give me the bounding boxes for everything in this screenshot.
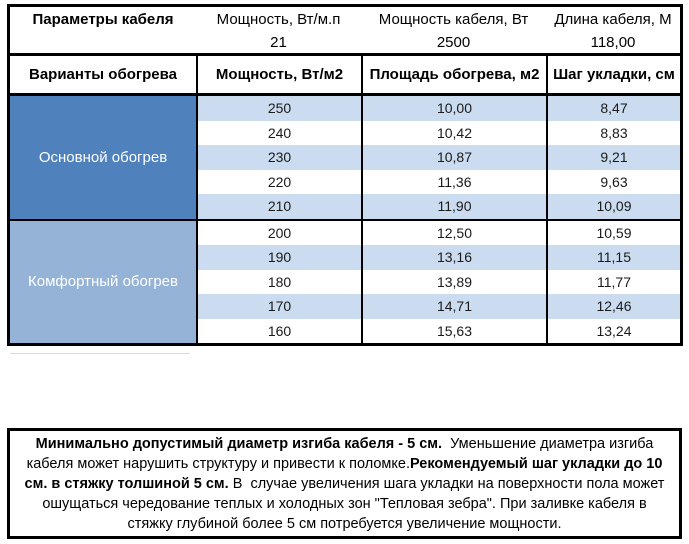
table-section — [10, 219, 680, 344]
value-cell: 11,90 — [361, 194, 546, 219]
section-label: Основной обогрев — [10, 96, 196, 219]
summary-label-cable-power: Мощность кабеля, Вт — [378, 11, 529, 28]
table-body — [10, 96, 680, 343]
value-cell: 10,42 — [361, 121, 546, 146]
summary-value-power-per-meter: 21 — [270, 34, 287, 51]
value-cell: 230 — [196, 145, 361, 170]
value-cell: 8,47 — [546, 96, 680, 121]
value-cell: 240 — [196, 121, 361, 146]
summary-label-power-per-meter: Мощность, Вт/м.п — [216, 11, 341, 28]
value-cell: 190 — [196, 245, 361, 270]
value-cell: 200 — [196, 221, 361, 246]
note-block — [7, 428, 682, 539]
cable-parameters-table — [7, 4, 683, 346]
note-segment: В случае увеличения шага укладки на поверхности пола может ошущаться чередование теплых и холодных зон "Тепловая зебра". При заливке кабеля в стяжку глубиной более 5 см потребуется увеличение мощности. — [42, 475, 669, 532]
value-cell: 170 — [196, 294, 361, 319]
value-cell: 14,71 — [361, 294, 546, 319]
cable-summary-block — [10, 7, 680, 56]
note-segment: Рекомендуемый шаг укладки до 10 см. в стяжку толшиной 5 см. — [24, 455, 667, 492]
value-cell: 13,16 — [361, 245, 546, 270]
table-section — [10, 96, 680, 219]
header-laying-step: Шаг укладки, см — [546, 56, 680, 93]
value-cell: 12,46 — [546, 294, 680, 319]
header-heating-variants: Варианты обогрева — [29, 66, 177, 83]
value-cell: 11,77 — [546, 270, 680, 295]
summary-value-cable-length: 118,00 — [590, 34, 636, 51]
summary-value-cable-power: 2500 — [436, 34, 471, 51]
summary-title: Параметры кабеля — [32, 11, 174, 28]
value-cell: 8,83 — [546, 121, 680, 146]
value-cell: 250 — [196, 96, 361, 121]
note-segment: Уменьшение диаметра изгиба кабеля может нарушить структуру и привести к поломке. — [26, 435, 658, 472]
value-cell: 11,15 — [546, 245, 680, 270]
value-cell: 160 — [196, 319, 361, 344]
section-label: Комфортный обогрев — [10, 221, 196, 344]
value-cell: 210 — [196, 194, 361, 219]
header-heating-area: Площадь обогрева, м2 — [361, 56, 546, 93]
value-cell: 12,50 — [361, 221, 546, 246]
value-cell: 180 — [196, 270, 361, 295]
value-cell: 9,63 — [546, 170, 680, 195]
gridline-artifact — [10, 353, 190, 354]
note-text — [20, 434, 669, 534]
table-header-row — [10, 56, 680, 96]
value-cell: 15,63 — [361, 319, 546, 344]
value-cell: 10,59 — [546, 221, 680, 246]
value-cell: 11,36 — [361, 170, 546, 195]
value-cell: 10,00 — [361, 96, 546, 121]
value-cell: 9,21 — [546, 145, 680, 170]
value-cell: 13,24 — [546, 319, 680, 344]
header-power: Мощность, Вт/м2 — [196, 56, 361, 93]
value-cell: 10,09 — [546, 194, 680, 219]
summary-label-cable-length: Длина кабеля, М — [554, 11, 672, 28]
note-segment: Минимально допустимый диаметр изгиба кабеля - 5 см. — [35, 435, 443, 452]
value-cell: 10,87 — [361, 145, 546, 170]
value-cell: 13,89 — [361, 270, 546, 295]
value-cell: 220 — [196, 170, 361, 195]
